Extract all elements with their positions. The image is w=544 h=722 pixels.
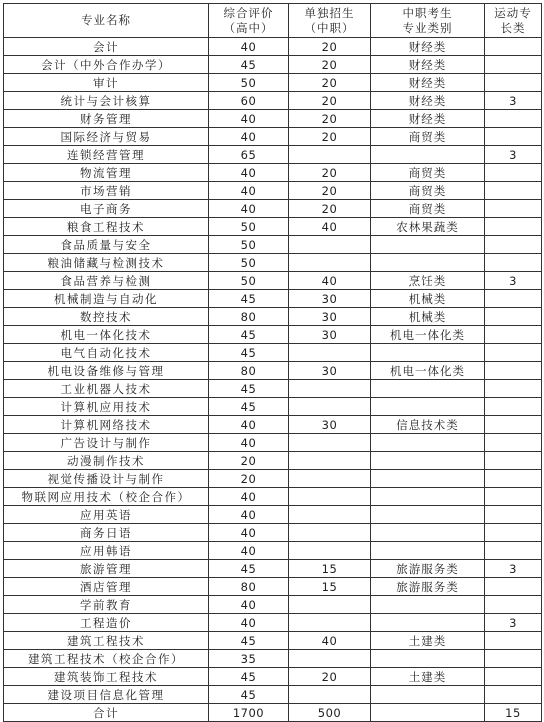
sports-count-cell: [485, 398, 542, 416]
vocational-category-cell: [371, 506, 485, 524]
independent-count-cell: [289, 686, 371, 704]
table-row: [4, 632, 542, 650]
vocational-category-cell: 商贸类: [371, 164, 485, 182]
header-row: [4, 4, 542, 38]
comprehensive-count-cell: 40: [209, 542, 289, 560]
independent-count-cell: [289, 524, 371, 542]
sports-count-cell: [485, 182, 542, 200]
major-name-cell: 建筑装饰工程技术: [4, 668, 209, 686]
total-independent: 500: [289, 704, 371, 722]
comprehensive-count-cell: 80: [209, 308, 289, 326]
vocational-category-cell: 机电一体化类: [371, 362, 485, 380]
vocational-category-cell: 商贸类: [371, 182, 485, 200]
vocational-category-cell: [371, 686, 485, 704]
sports-count-cell: 3: [485, 560, 542, 578]
major-name-cell: 电子商务: [4, 200, 209, 218]
sports-count-cell: [485, 218, 542, 236]
major-name-cell: 电气自动化技术: [4, 344, 209, 362]
major-name-cell: 会计: [4, 38, 209, 56]
major-name-cell: 食品质量与安全: [4, 236, 209, 254]
comprehensive-count-cell: 40: [209, 128, 289, 146]
comprehensive-count-cell: 50: [209, 236, 289, 254]
comprehensive-count-cell: 50: [209, 74, 289, 92]
table-row: [4, 326, 542, 344]
independent-count-cell: 20: [289, 164, 371, 182]
independent-count-cell: 30: [289, 416, 371, 434]
comprehensive-count-cell: 40: [209, 524, 289, 542]
comprehensive-count-cell: 40: [209, 488, 289, 506]
header-major-name: 专业名称: [4, 4, 209, 38]
comprehensive-count-cell: 60: [209, 92, 289, 110]
comprehensive-count-cell: 45: [209, 668, 289, 686]
vocational-category-cell: [371, 236, 485, 254]
table-row: [4, 164, 542, 182]
major-name-cell: 统计与会计核算: [4, 92, 209, 110]
sports-count-cell: [485, 470, 542, 488]
table-row: [4, 470, 542, 488]
comprehensive-count-cell: 40: [209, 614, 289, 632]
independent-count-cell: 20: [289, 668, 371, 686]
comprehensive-count-cell: 40: [209, 416, 289, 434]
independent-count-cell: [289, 434, 371, 452]
vocational-category-cell: 信息技术类: [371, 416, 485, 434]
sports-count-cell: [485, 650, 542, 668]
independent-count-cell: 40: [289, 632, 371, 650]
sports-count-cell: [485, 326, 542, 344]
major-name-cell: 财务管理: [4, 110, 209, 128]
comprehensive-count-cell: 40: [209, 506, 289, 524]
comprehensive-count-cell: 40: [209, 200, 289, 218]
major-name-cell: 工业机器人技术: [4, 380, 209, 398]
table-row: [4, 416, 542, 434]
sports-count-cell: 3: [485, 92, 542, 110]
table-row: [4, 362, 542, 380]
vocational-category-cell: [371, 452, 485, 470]
enrollment-table-container: [3, 3, 542, 722]
comprehensive-count-cell: 35: [209, 650, 289, 668]
sports-count-cell: [485, 38, 542, 56]
comprehensive-count-cell: 20: [209, 452, 289, 470]
major-name-cell: 商务日语: [4, 524, 209, 542]
sports-count-cell: [485, 236, 542, 254]
vocational-category-cell: [371, 596, 485, 614]
comprehensive-count-cell: 80: [209, 578, 289, 596]
independent-count-cell: [289, 650, 371, 668]
major-name-cell: 计算机应用技术: [4, 398, 209, 416]
vocational-category-cell: 机械类: [371, 308, 485, 326]
independent-count-cell: 20: [289, 74, 371, 92]
independent-count-cell: 20: [289, 56, 371, 74]
vocational-category-cell: 财经类: [371, 56, 485, 74]
sports-count-cell: [485, 254, 542, 272]
comprehensive-count-cell: 40: [209, 110, 289, 128]
comprehensive-count-cell: 45: [209, 398, 289, 416]
major-name-cell: 应用韩语: [4, 542, 209, 560]
table-header: [4, 4, 542, 38]
independent-count-cell: 20: [289, 200, 371, 218]
sports-count-cell: [485, 596, 542, 614]
sports-count-cell: 3: [485, 272, 542, 290]
major-name-cell: 物联网应用技术（校企合作）: [4, 488, 209, 506]
independent-count-cell: [289, 542, 371, 560]
major-name-cell: 建设项目信息化管理: [4, 686, 209, 704]
vocational-category-cell: [371, 254, 485, 272]
sports-count-cell: [485, 200, 542, 218]
vocational-category-cell: [371, 344, 485, 362]
comprehensive-count-cell: 40: [209, 164, 289, 182]
major-name-cell: 机电一体化技术: [4, 326, 209, 344]
header-independent-enrollment: 单独招生 （中职）: [289, 4, 371, 38]
table-row: [4, 578, 542, 596]
comprehensive-count-cell: 50: [209, 218, 289, 236]
major-name-cell: 粮食工程技术: [4, 218, 209, 236]
sports-count-cell: [485, 434, 542, 452]
independent-count-cell: 20: [289, 38, 371, 56]
vocational-category-cell: 机电一体化类: [371, 326, 485, 344]
independent-count-cell: [289, 452, 371, 470]
sports-count-cell: [485, 416, 542, 434]
table-row: [4, 650, 542, 668]
major-name-cell: 国际经济与贸易: [4, 128, 209, 146]
major-name-cell: 会计（中外合作办学）: [4, 56, 209, 74]
independent-count-cell: 20: [289, 128, 371, 146]
comprehensive-count-cell: 45: [209, 560, 289, 578]
table-row: [4, 398, 542, 416]
total-row: [4, 704, 542, 722]
vocational-category-cell: 财经类: [371, 110, 485, 128]
sports-count-cell: [485, 164, 542, 182]
major-name-cell: 物流管理: [4, 164, 209, 182]
comprehensive-count-cell: 40: [209, 38, 289, 56]
independent-count-cell: 20: [289, 92, 371, 110]
major-name-cell: 审计: [4, 74, 209, 92]
independent-count-cell: [289, 146, 371, 164]
sports-count-cell: [485, 542, 542, 560]
independent-count-cell: 20: [289, 182, 371, 200]
sports-count-cell: [485, 632, 542, 650]
table-row: [4, 254, 542, 272]
table-row: [4, 668, 542, 686]
table-row: [4, 290, 542, 308]
sports-count-cell: [485, 344, 542, 362]
vocational-category-cell: 商贸类: [371, 200, 485, 218]
sports-count-cell: [485, 686, 542, 704]
table-row: [4, 506, 542, 524]
major-name-cell: 粮油储藏与检测技术: [4, 254, 209, 272]
vocational-category-cell: 土建类: [371, 632, 485, 650]
sports-count-cell: [485, 110, 542, 128]
table-row: [4, 272, 542, 290]
comprehensive-count-cell: 65: [209, 146, 289, 164]
table-row: [4, 686, 542, 704]
independent-count-cell: 30: [289, 308, 371, 326]
vocational-category-cell: 旅游服务类: [371, 578, 485, 596]
independent-count-cell: [289, 254, 371, 272]
independent-count-cell: 30: [289, 326, 371, 344]
comprehensive-count-cell: 45: [209, 686, 289, 704]
table-row: [4, 182, 542, 200]
independent-count-cell: [289, 596, 371, 614]
vocational-category-cell: 财经类: [371, 74, 485, 92]
comprehensive-count-cell: 45: [209, 344, 289, 362]
table-row: [4, 128, 542, 146]
vocational-category-cell: [371, 488, 485, 506]
sports-count-cell: [485, 506, 542, 524]
vocational-category-cell: [371, 614, 485, 632]
table-row: [4, 92, 542, 110]
vocational-category-cell: [371, 542, 485, 560]
total-vocational-category: [371, 704, 485, 722]
header-vocational-category: 中职考生 专业类别: [371, 4, 485, 38]
table-row: [4, 236, 542, 254]
header-sports-specialty: 运动专 长类: [485, 4, 542, 38]
major-name-cell: 市场营销: [4, 182, 209, 200]
sports-count-cell: 3: [485, 614, 542, 632]
vocational-category-cell: 财经类: [371, 38, 485, 56]
sports-count-cell: [485, 56, 542, 74]
table-row: [4, 200, 542, 218]
table-body: [4, 38, 542, 722]
independent-count-cell: 40: [289, 218, 371, 236]
sports-count-cell: [485, 290, 542, 308]
vocational-category-cell: [371, 380, 485, 398]
comprehensive-count-cell: 45: [209, 326, 289, 344]
vocational-category-cell: 烹饪类: [371, 272, 485, 290]
comprehensive-count-cell: 50: [209, 254, 289, 272]
table-row: [4, 380, 542, 398]
sports-count-cell: [485, 380, 542, 398]
table-row: [4, 56, 542, 74]
table-row: [4, 110, 542, 128]
sports-count-cell: [485, 128, 542, 146]
sports-count-cell: [485, 488, 542, 506]
table-row: [4, 218, 542, 236]
table-row: [4, 38, 542, 56]
table-row: [4, 596, 542, 614]
sports-count-cell: 3: [485, 146, 542, 164]
independent-count-cell: [289, 470, 371, 488]
major-name-cell: 数控技术: [4, 308, 209, 326]
vocational-category-cell: [371, 650, 485, 668]
vocational-category-cell: 土建类: [371, 668, 485, 686]
total-comprehensive: 1700: [209, 704, 289, 722]
major-name-cell: 建筑工程技术: [4, 632, 209, 650]
comprehensive-count-cell: 50: [209, 272, 289, 290]
comprehensive-count-cell: 80: [209, 362, 289, 380]
total-label: 合计: [4, 704, 209, 722]
comprehensive-count-cell: 40: [209, 596, 289, 614]
vocational-category-cell: [371, 434, 485, 452]
sports-count-cell: [485, 578, 542, 596]
comprehensive-count-cell: 40: [209, 434, 289, 452]
table-row: [4, 542, 542, 560]
independent-count-cell: 30: [289, 290, 371, 308]
comprehensive-count-cell: 20: [209, 470, 289, 488]
independent-count-cell: [289, 506, 371, 524]
table-row: [4, 452, 542, 470]
table-row: [4, 344, 542, 362]
major-name-cell: 机械制造与自动化: [4, 290, 209, 308]
table-row: [4, 146, 542, 164]
vocational-category-cell: [371, 398, 485, 416]
sports-count-cell: [485, 362, 542, 380]
table-row: [4, 524, 542, 542]
table-row: [4, 488, 542, 506]
major-name-cell: 动漫制作技术: [4, 452, 209, 470]
major-name-cell: 应用英语: [4, 506, 209, 524]
major-name-cell: 连锁经营管理: [4, 146, 209, 164]
table-row: [4, 614, 542, 632]
sports-count-cell: [485, 524, 542, 542]
vocational-category-cell: 农林果蔬类: [371, 218, 485, 236]
independent-count-cell: [289, 614, 371, 632]
header-comprehensive-evaluation: 综合评价 （高中）: [209, 4, 289, 38]
major-name-cell: 酒店管理: [4, 578, 209, 596]
major-name-cell: 建筑工程技术（校企合作）: [4, 650, 209, 668]
comprehensive-count-cell: 45: [209, 380, 289, 398]
independent-count-cell: [289, 488, 371, 506]
table-row: [4, 308, 542, 326]
major-name-cell: 机电设备维修与管理: [4, 362, 209, 380]
independent-count-cell: [289, 398, 371, 416]
vocational-category-cell: [371, 524, 485, 542]
table-row: [4, 560, 542, 578]
sports-count-cell: [485, 452, 542, 470]
comprehensive-count-cell: 45: [209, 632, 289, 650]
table-row: [4, 74, 542, 92]
comprehensive-count-cell: 40: [209, 182, 289, 200]
comprehensive-count-cell: 45: [209, 290, 289, 308]
comprehensive-count-cell: 45: [209, 56, 289, 74]
sports-count-cell: [485, 668, 542, 686]
independent-count-cell: 20: [289, 110, 371, 128]
vocational-category-cell: [371, 146, 485, 164]
major-name-cell: 计算机网络技术: [4, 416, 209, 434]
independent-count-cell: [289, 344, 371, 362]
major-name-cell: 旅游管理: [4, 560, 209, 578]
independent-count-cell: [289, 380, 371, 398]
vocational-category-cell: [371, 470, 485, 488]
total-sports: 15: [485, 704, 542, 722]
sports-count-cell: [485, 74, 542, 92]
vocational-category-cell: 旅游服务类: [371, 560, 485, 578]
vocational-category-cell: 机械类: [371, 290, 485, 308]
vocational-category-cell: 财经类: [371, 92, 485, 110]
major-name-cell: 视觉传播设计与制作: [4, 470, 209, 488]
independent-count-cell: 30: [289, 362, 371, 380]
table-row: [4, 434, 542, 452]
major-name-cell: 食品营养与检测: [4, 272, 209, 290]
vocational-category-cell: 商贸类: [371, 128, 485, 146]
enrollment-plan-table: [3, 3, 542, 722]
major-name-cell: 学前教育: [4, 596, 209, 614]
independent-count-cell: 15: [289, 560, 371, 578]
major-name-cell: 广告设计与制作: [4, 434, 209, 452]
sports-count-cell: [485, 308, 542, 326]
independent-count-cell: 40: [289, 272, 371, 290]
independent-count-cell: [289, 236, 371, 254]
independent-count-cell: 15: [289, 578, 371, 596]
major-name-cell: 工程造价: [4, 614, 209, 632]
